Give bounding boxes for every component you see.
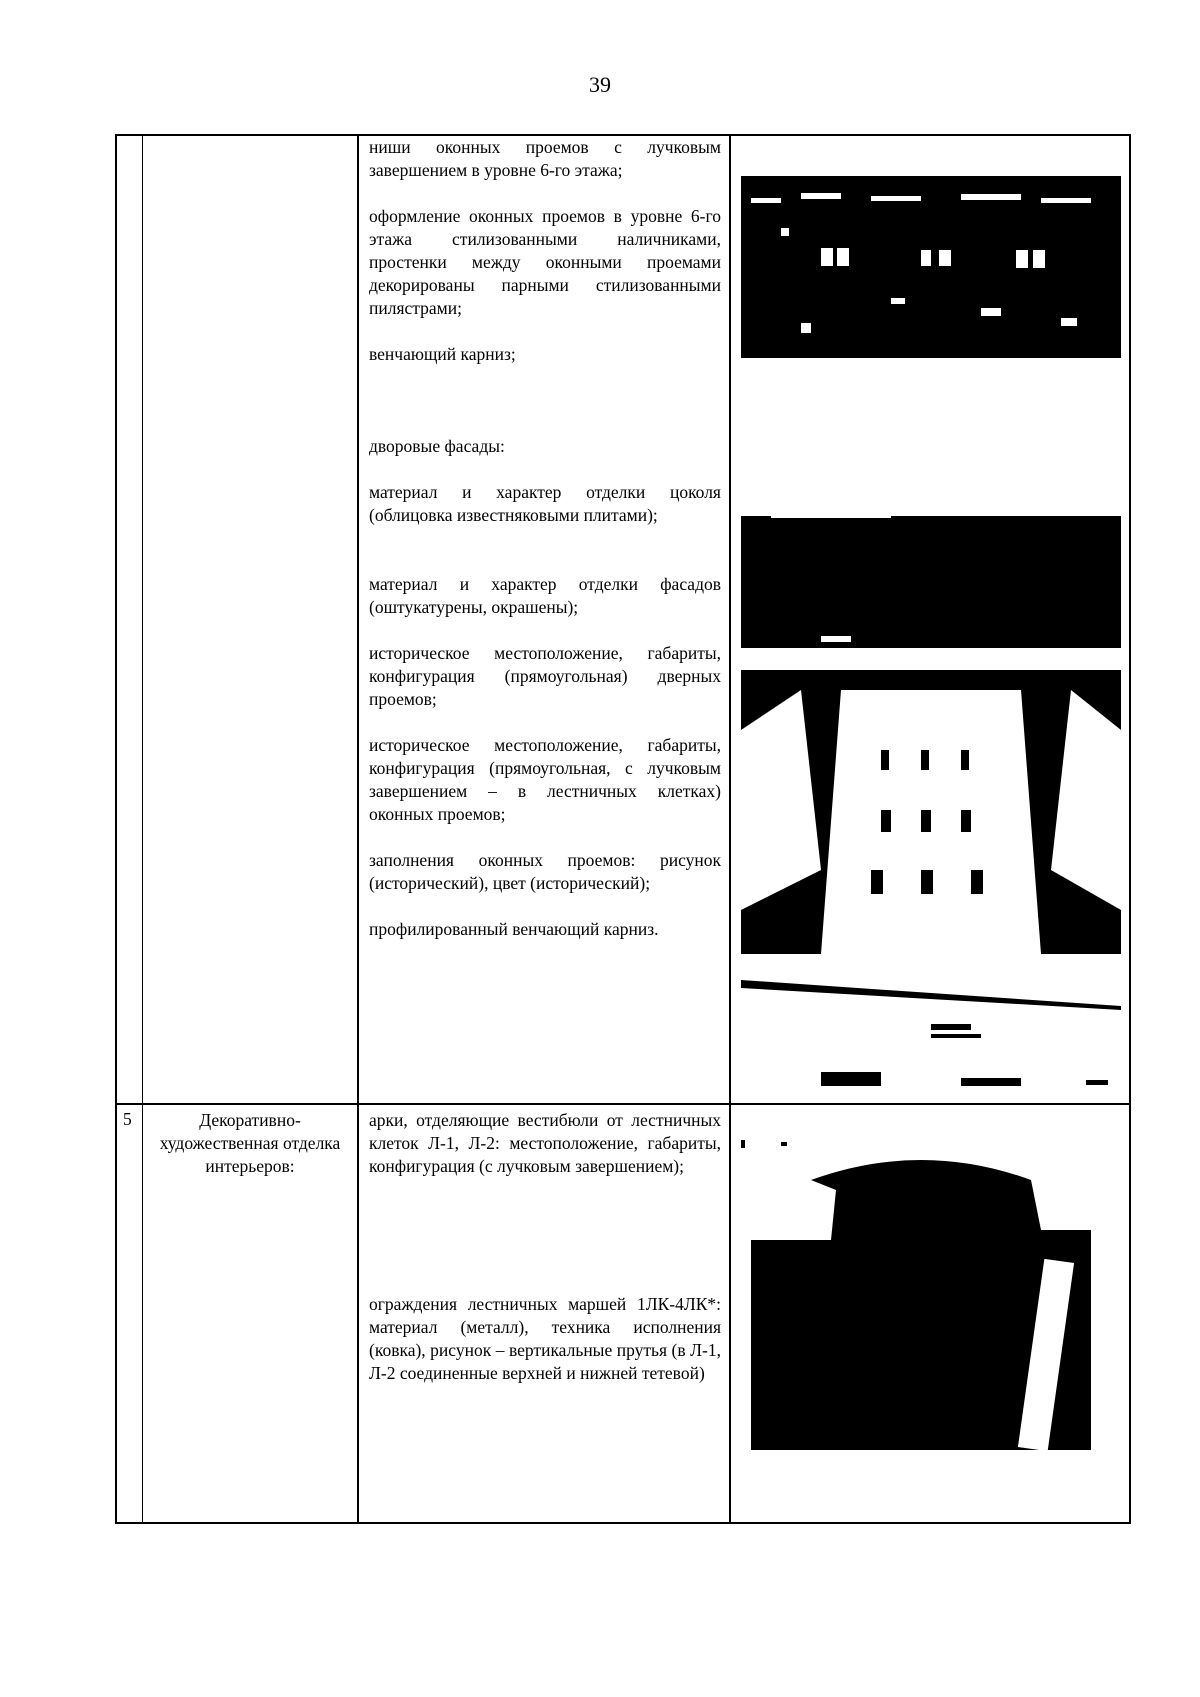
table-border-bottom xyxy=(115,1522,1131,1524)
row5-section-title: Декоративно-художественная отделка интерьеров: xyxy=(159,1110,341,1176)
column-divider-3 xyxy=(729,134,731,1524)
list-item: дворовые фасады: xyxy=(369,436,505,456)
row5-description xyxy=(369,1109,721,1408)
photo-vestibule-arch xyxy=(741,1120,1121,1450)
column-divider-2 xyxy=(357,134,359,1524)
list-item: ниши оконных проемов с лучковым завершением в уровне 6-го этажа; xyxy=(369,137,721,180)
photo-street-facade-upper xyxy=(741,158,1121,358)
list-item: историческое местоположение, габариты, конфигурация (прямоугольная) дверных проемов; xyxy=(369,643,721,709)
list-item: материал и характер отделки фасадов (оштукатурены, окрашены); xyxy=(369,574,721,617)
list-item: заполнения оконных проемов: рисунок (исторический), цвет (исторический); xyxy=(369,850,721,893)
photo-courtyard-facade xyxy=(741,670,1121,954)
list-item: арки, отделяющие вестибюли от лестничных клеток Л-1, Л-2: местоположение, габариты, конфигурация (с лучковым завершением); xyxy=(369,1110,721,1176)
list-item: профилированный венчающий карниз. xyxy=(369,919,659,939)
table-border-left xyxy=(115,134,117,1524)
column-divider-1 xyxy=(142,134,143,1524)
row5-number: 5 xyxy=(123,1109,132,1129)
photo-courtyard-plinth xyxy=(741,508,1121,648)
heritage-table xyxy=(115,134,1131,1524)
row-divider xyxy=(115,1103,1131,1105)
row4-description xyxy=(369,136,721,964)
page-number: 39 xyxy=(589,72,611,97)
list-item: ограждения лестничных маршей 1ЛК-4ЛК*: материал (металл), техника исполнения (ковка), рисунок – вертикальные прутья (в Л-1, Л-2 соединенные верхней и нижней тетевой) xyxy=(369,1294,721,1383)
list-item: материал и характер отделки цоколя (облицовка известняковыми плитами); xyxy=(369,482,721,525)
photo-courtyard-cornice xyxy=(741,980,1121,1096)
list-item: оформление оконных проемов в уровне 6-го этажа стилизованными наличниками, простенки между оконными проемами декорированы парными стилизованными пилястрами; xyxy=(369,206,721,318)
list-item: историческое местоположение, габариты, конфигурация (прямоугольная, с лучковым завершением – в лестничных клетках) оконных проемов; xyxy=(369,735,721,824)
list-item: венчающий карниз; xyxy=(369,344,516,364)
table-border-right xyxy=(1129,134,1131,1524)
